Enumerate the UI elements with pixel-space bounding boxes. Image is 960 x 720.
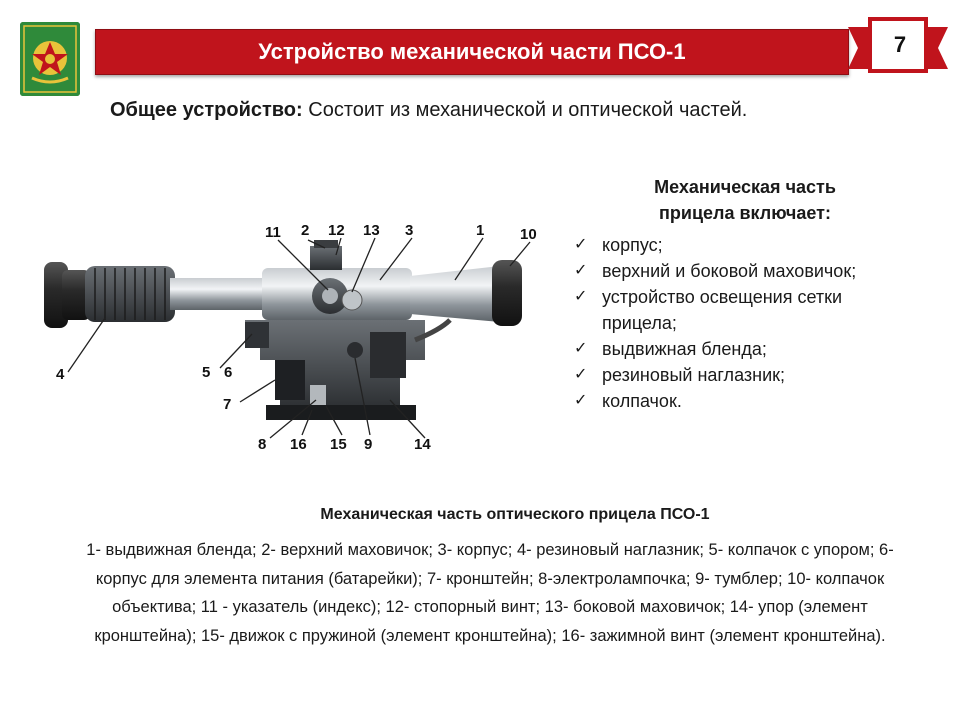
check-icon: ✓	[574, 340, 588, 357]
list-item: ✓ устройство освещения сетки прицела;	[572, 284, 872, 336]
list-item: ✓ верхний и боковой маховичок;	[572, 258, 872, 284]
check-icon: ✓	[574, 262, 588, 279]
scope-illustration	[30, 210, 570, 460]
check-icon: ✓	[574, 288, 588, 305]
list-item: ✓ колпачок.	[572, 388, 872, 414]
list-item: ✓ резиновый наглазник;	[572, 362, 872, 388]
callout-11: 11	[265, 224, 281, 241]
callout-15: 15	[330, 436, 347, 453]
intro-label: Общее устройство:	[110, 99, 303, 121]
scope-diagram	[30, 210, 570, 460]
check-icon: ✓	[574, 236, 588, 253]
callout-13: 13	[363, 222, 380, 239]
callout-12: 12	[328, 222, 345, 239]
side-panel-title	[600, 174, 890, 226]
list-item: ✓ выдвижная бленда;	[572, 336, 872, 362]
callout-16: 16	[290, 436, 307, 453]
slide-title: Устройство механической части ПСО-1	[258, 39, 686, 64]
callout-6: 6	[224, 364, 233, 381]
title-bar	[95, 29, 849, 75]
callout-14: 14	[414, 436, 431, 453]
side-title-line2: прицела включает:	[659, 203, 831, 223]
caption-heading: Механическая часть оптического прицела ПСО-1	[320, 506, 710, 523]
check-icon: ✓	[574, 366, 588, 383]
intro-text: Состоит из механической и оптической частей.	[308, 99, 748, 121]
callout-1: 1	[476, 222, 485, 239]
callout-8: 8	[258, 436, 267, 453]
callout-5: 5	[202, 364, 211, 381]
callout-3: 3	[405, 222, 414, 239]
callout-2: 2	[301, 222, 310, 239]
callout-10: 10	[520, 226, 537, 243]
caption-body: 1- выдвижная бленда; 2- верхний маховичок; 3- корпус; 4- резиновый наглазник; 5- колпачок с упором; 6- корпус для элемента питания (батарейки); 7- кронштейн; 8-электролампочка; 9- тумблер; 10- колпачок объектива; 11 - указатель (индекс); 12- стопорный винт; 13- боковой маховичок; 14- упор (элемент кронштейна); 15- движок с пружиной (элемент кронштейна); 16- зажимной винт (элемент кронштейна).	[86, 541, 894, 645]
callout-7: 7	[223, 396, 232, 413]
list-item: ✓ корпус;	[572, 232, 872, 258]
intro-line	[110, 99, 747, 122]
emblem-logo	[20, 22, 80, 96]
page-number: 7	[893, 32, 907, 57]
check-icon: ✓	[574, 392, 588, 409]
component-list	[572, 232, 872, 414]
callout-4: 4	[56, 366, 65, 383]
side-title-line1: Механическая часть	[654, 177, 836, 197]
callout-9: 9	[364, 436, 373, 453]
